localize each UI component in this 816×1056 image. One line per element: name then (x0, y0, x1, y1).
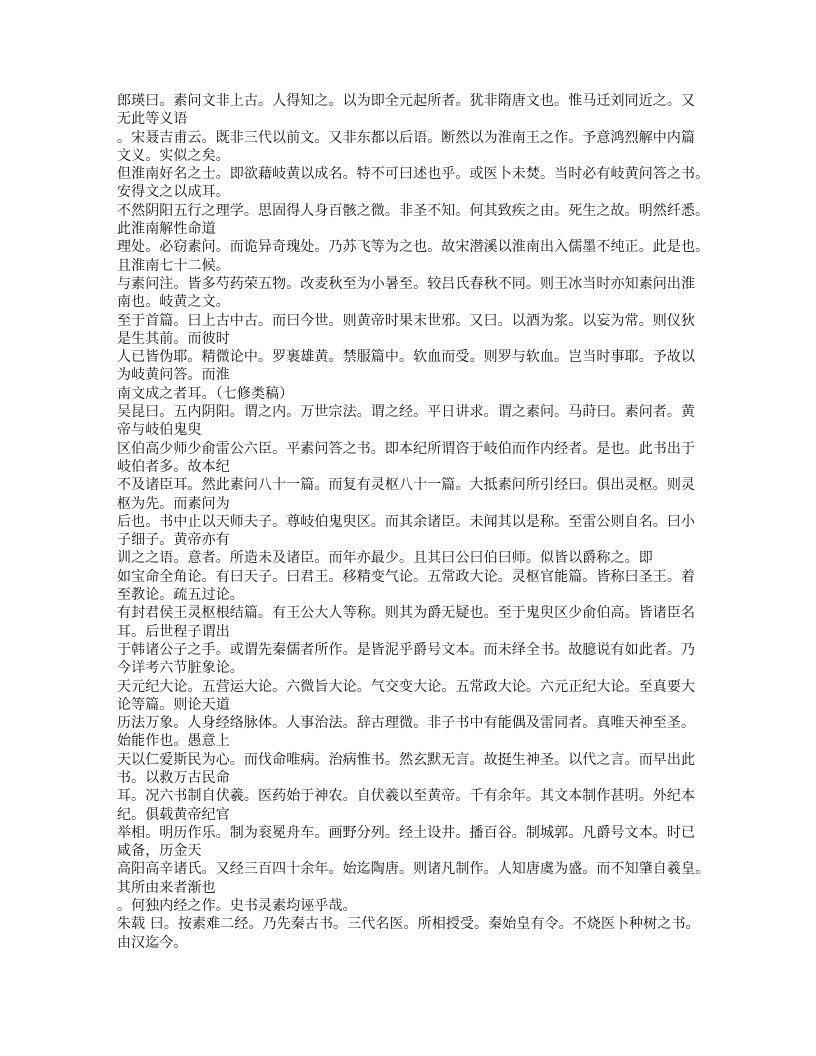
text-line: 耳。况六书制自伏羲。医药始于神农。自伏羲以至黄帝。千有余年。其文本制作甚明。外纪本 (117, 788, 696, 805)
text-line: 此淮南解性命道 (117, 221, 216, 238)
text-line: 今详考六节脏象论。 (117, 660, 244, 677)
text-line: 岐伯者多。故本纪 (117, 458, 230, 475)
text-line: 后也。书中止以天师夫子。尊岐伯鬼臾区。而其余诸臣。未闻其以是称。至雷公则自名。曰小 (117, 513, 696, 530)
text-line: 枢为先。而素问为 (117, 495, 230, 512)
text-line: 于韩诸公子之手。或谓先秦儒者所作。是皆泥乎爵号文本。而未绎全书。故臆说有如此者。乃 (117, 641, 696, 658)
text-line: 历法万象。人身经络脉体。人事治法。辞古理微。非子书中有能偶及雷同者。真唯天神至圣。 (117, 715, 696, 732)
text-line: 区伯高少师少俞雷公六臣。平素问答之书。即本纪所谓咨于岐伯而作内经者。是也。此书出于 (117, 440, 696, 457)
text-line: 朱载 曰。按素难二经。乃先秦古书。三代名医。所相授受。秦始皇有令。不烧医卜种树之书。 (117, 916, 700, 933)
text-line: 但淮南好名之士。即欲藉岐黄以成名。特不可曰述也乎。或医卜未焚。当时必有岐黄问答之书。 (117, 166, 710, 183)
text-line: 论等篇。则论天道 (117, 696, 230, 713)
text-line: 不然阴阳五行之理学。思固得人身百骸之微。非圣不知。何其致疾之由。死生之故。明然纤悉。 (117, 202, 710, 219)
text-line: 其所由来者渐也 (117, 879, 216, 896)
text-line: 吴昆曰。五内阴阳。谓之内。万世宗法。谓之经。平日讲求。谓之素问。马莳曰。素问者。黄 (117, 404, 696, 421)
text-line: 理处。必窃素问。而诡异奇瑰处。乃苏飞等为之也。故宋潜溪以淮南出入儒墨不纯正。此是也。 (117, 239, 710, 256)
text-line: 有封君侯王灵枢根结篇。有王公大人等称。则其为爵无疑也。至于鬼臾区少俞伯高。皆诸臣名 (117, 605, 696, 622)
text-line: 耳。后世程子谓出 (117, 623, 230, 640)
text-line: 。宋聂吉甫云。既非三代以前文。又非东都以后语。断然以为淮南王之作。予意鸿烈解中内篇 (117, 129, 696, 146)
text-line: 为岐黄问答。而淮 (117, 367, 230, 384)
text-line: 且淮南七十二候。 (117, 257, 230, 274)
text-line: 安得文之以成耳。 (117, 184, 230, 201)
text-line: 文义。实似之矣。 (117, 147, 230, 164)
text-line: 高阳高辛诸氏。又经三百四十余年。始迄陶唐。则诸凡制作。人知唐虞为盛。而不知肇自羲皇。 (117, 861, 710, 878)
text-line: 郎瑛曰。素问文非上古。人得知之。以为即全元起所者。犹非隋唐文也。惟马迁刘同近之。又 (117, 93, 696, 109)
text-line: 咸备，历金天 (117, 843, 202, 860)
text-line: 子细子。黄帝亦有 (117, 532, 230, 549)
text-line: 至于首篇。曰上古中古。而曰今世。则黄帝时果末世邪。又曰。以酒为浆。以妄为常。则仪狄 (117, 312, 696, 329)
text-line: 如宝命全角论。有曰天子。曰君王。移精变气论。五常政大论。灵枢官能篇。皆称曰圣王。着 (117, 568, 696, 585)
text-line: 纪。俱载黄帝纪官 (117, 806, 230, 823)
text-line: 是生其前。而彼时 (117, 330, 230, 347)
text-line: 人已皆伪耶。精微论中。罗裹雄黄。禁服篇中。软血而受。则罗与软血。岂当时事耶。予故以 (117, 349, 696, 366)
text-line: 始能作也。愚意上 (117, 733, 230, 750)
text-line: 至教论。疏五过论。 (117, 587, 244, 604)
text-line: 由汉迄今。 (117, 934, 188, 951)
text-line: 不及诸臣耳。然此素问八十一篇。而复有灵枢八十一篇。大抵素问所引经曰。俱出灵枢。则灵 (117, 477, 696, 494)
text-line: 训之之语。意者。所造未及诸臣。而年亦最少。且其曰公曰伯曰师。似皆以爵称之。即 (117, 550, 653, 567)
document-page (117, 92, 717, 952)
text-line: 举相。明历作乐。制为衮冕舟车。画野分列。经土设井。播百谷。制城郭。凡爵号文本。时已 (117, 824, 696, 841)
text-line: 南也。岐黄之文。 (117, 294, 230, 311)
text-line: 书。以救万古民命 (117, 769, 230, 786)
text-line: 与素问注。皆多芍药荣五物。改麦秋至为小暑至。较吕氏春秋不同。则王冰当时亦知素问出淮 (117, 275, 696, 292)
text-line: 帝与岐伯鬼臾 (117, 422, 202, 439)
text-line: 天以仁爱斯民为心。而伐命唯病。治病惟书。然玄默无言。故挺生神圣。以代之言。而早出此 (117, 751, 696, 768)
text-line: 南文成之者耳。（七修类稿） (117, 385, 294, 402)
text-line: 。何独内经之作。史书灵素均诬乎哉。 (117, 898, 357, 915)
text-line: 天元纪大论。五营运大论。六微旨大论。气交变大论。五常政大论。六元正纪大论。至真要大 (117, 678, 696, 695)
text-line: 无此等义语 (117, 111, 188, 128)
